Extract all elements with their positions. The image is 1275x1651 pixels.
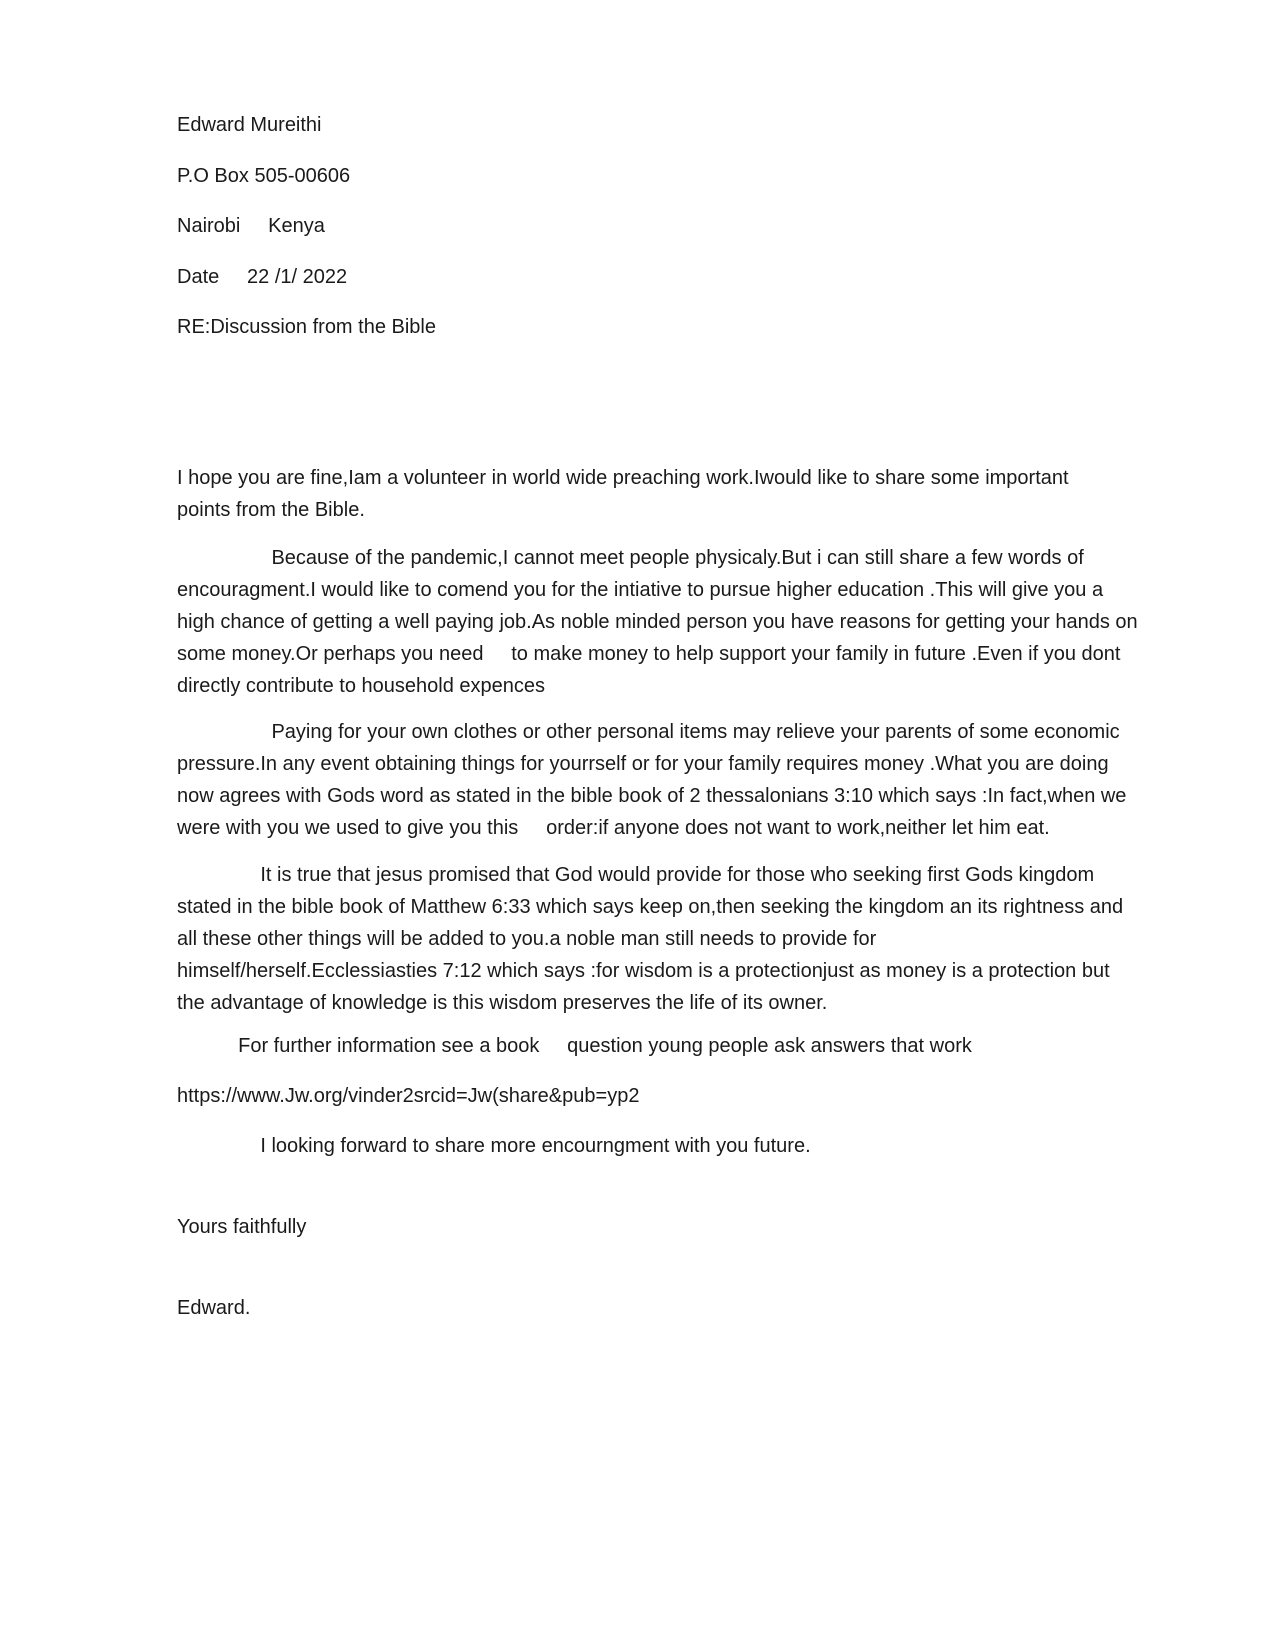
sender-city: Nairobi Kenya — [177, 215, 325, 237]
paragraph-line: some money.Or perhaps you need to make money to help support your family in future .Even if you dont — [177, 643, 1121, 665]
paragraph-line: all these other things will be added to you.a noble man still needs to provide for — [177, 928, 877, 950]
paragraph-line: himself/herself.Ecclessiasties 7:12 which says :for wisdom is a protectionjust as money is a protection but — [177, 960, 1110, 982]
salutation: Yours faithfully — [177, 1216, 307, 1238]
reference-link[interactable]: https://www.Jw.org/vinder2srcid=Jw(share&pub=yp2 — [177, 1085, 640, 1107]
kingdom-paragraph — [177, 859, 1187, 1019]
paragraph-line: Paying for your own clothes or other personal items may relieve your parents of some economic — [177, 721, 1120, 743]
paragraph-line: now agrees with Gods word as stated in the bible book of 2 thessalonians 3:10 which says :In fact,when we — [177, 785, 1127, 807]
paragraph-line: directly contribute to household expences — [177, 675, 546, 697]
paragraph-line: the advantage of knowledge is this wisdom preserves the life of its owner. — [177, 992, 828, 1014]
paragraph-line: Because of the pandemic,I cannot meet people physicaly.But i can still share a few words of — [177, 547, 1084, 569]
sender-po-box: P.O Box 505-00606 — [177, 165, 351, 187]
letter-date: Date 22 /1/ 2022 — [177, 266, 348, 288]
paragraph-line: were with you we used to give you this order:if anyone does not want to work,neither let him eat. — [177, 817, 1050, 839]
paragraph-line: It is true that jesus promised that God would provide for those who seeking first Gods kingdom — [177, 864, 1095, 886]
pandemic-paragraph — [177, 542, 1187, 702]
paragraph-line: I hope you are fine,Iam a volunteer in world wide preaching work.Iwould like to share some important — [177, 467, 1069, 489]
paragraph-line: stated in the bible book of Matthew 6:33 which says keep on,then seeking the kingdom an its rightness and — [177, 896, 1124, 918]
letter-subject: RE:Discussion from the Bible — [177, 316, 436, 338]
sender-name: Edward Mureithi — [177, 114, 322, 136]
intro-paragraph — [177, 462, 1187, 526]
signature: Edward. — [177, 1297, 251, 1319]
paragraph-line: encouragment.I would like to comend you for the intiative to pursue higher education .This will give you a — [177, 579, 1104, 601]
paragraph-line: pressure.In any event obtaining things for yourrself or for your family requires money .What you are doing — [177, 753, 1109, 775]
paragraph-line: high chance of getting a well paying job.As noble minded person you have reasons for getting your hands on — [177, 611, 1138, 633]
closing-remark: I looking forward to share more encourngment with you future. — [177, 1135, 811, 1157]
further-info-line: For further information see a book question young people ask answers that work — [177, 1035, 972, 1057]
money-paragraph — [177, 716, 1187, 844]
paragraph-line: points from the Bible. — [177, 499, 365, 521]
